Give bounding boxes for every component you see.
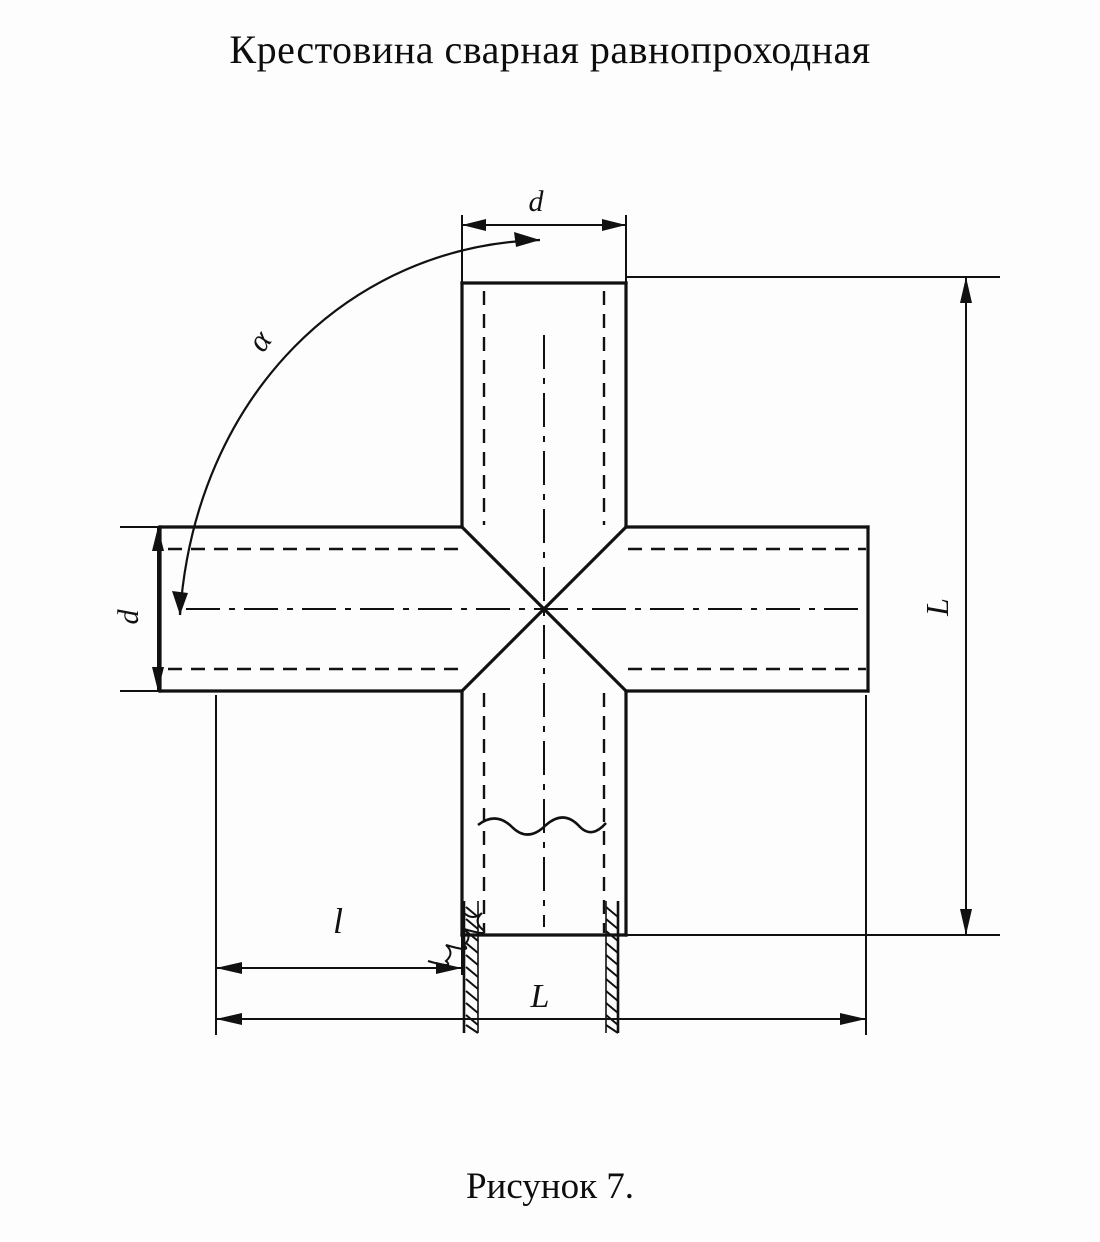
leader-angle-arc — [172, 232, 540, 615]
dimension-label-left-d: d — [112, 609, 145, 625]
dimension-label-short-l: l — [332, 901, 344, 941]
dimension-label-bottom-L: L — [530, 978, 550, 1015]
technical-drawing — [0, 95, 1100, 1135]
dimension-label-top-d: d — [528, 185, 544, 218]
dimension-label-angle: α — [239, 323, 279, 358]
break-line — [478, 817, 606, 834]
figure-caption: Рисунок 7. — [465, 1166, 635, 1207]
dimension-label-right-L: L — [919, 598, 955, 616]
hidden-bore-lines — [168, 291, 866, 933]
page-title: Крестовина сварная равнопроходная — [229, 27, 871, 72]
